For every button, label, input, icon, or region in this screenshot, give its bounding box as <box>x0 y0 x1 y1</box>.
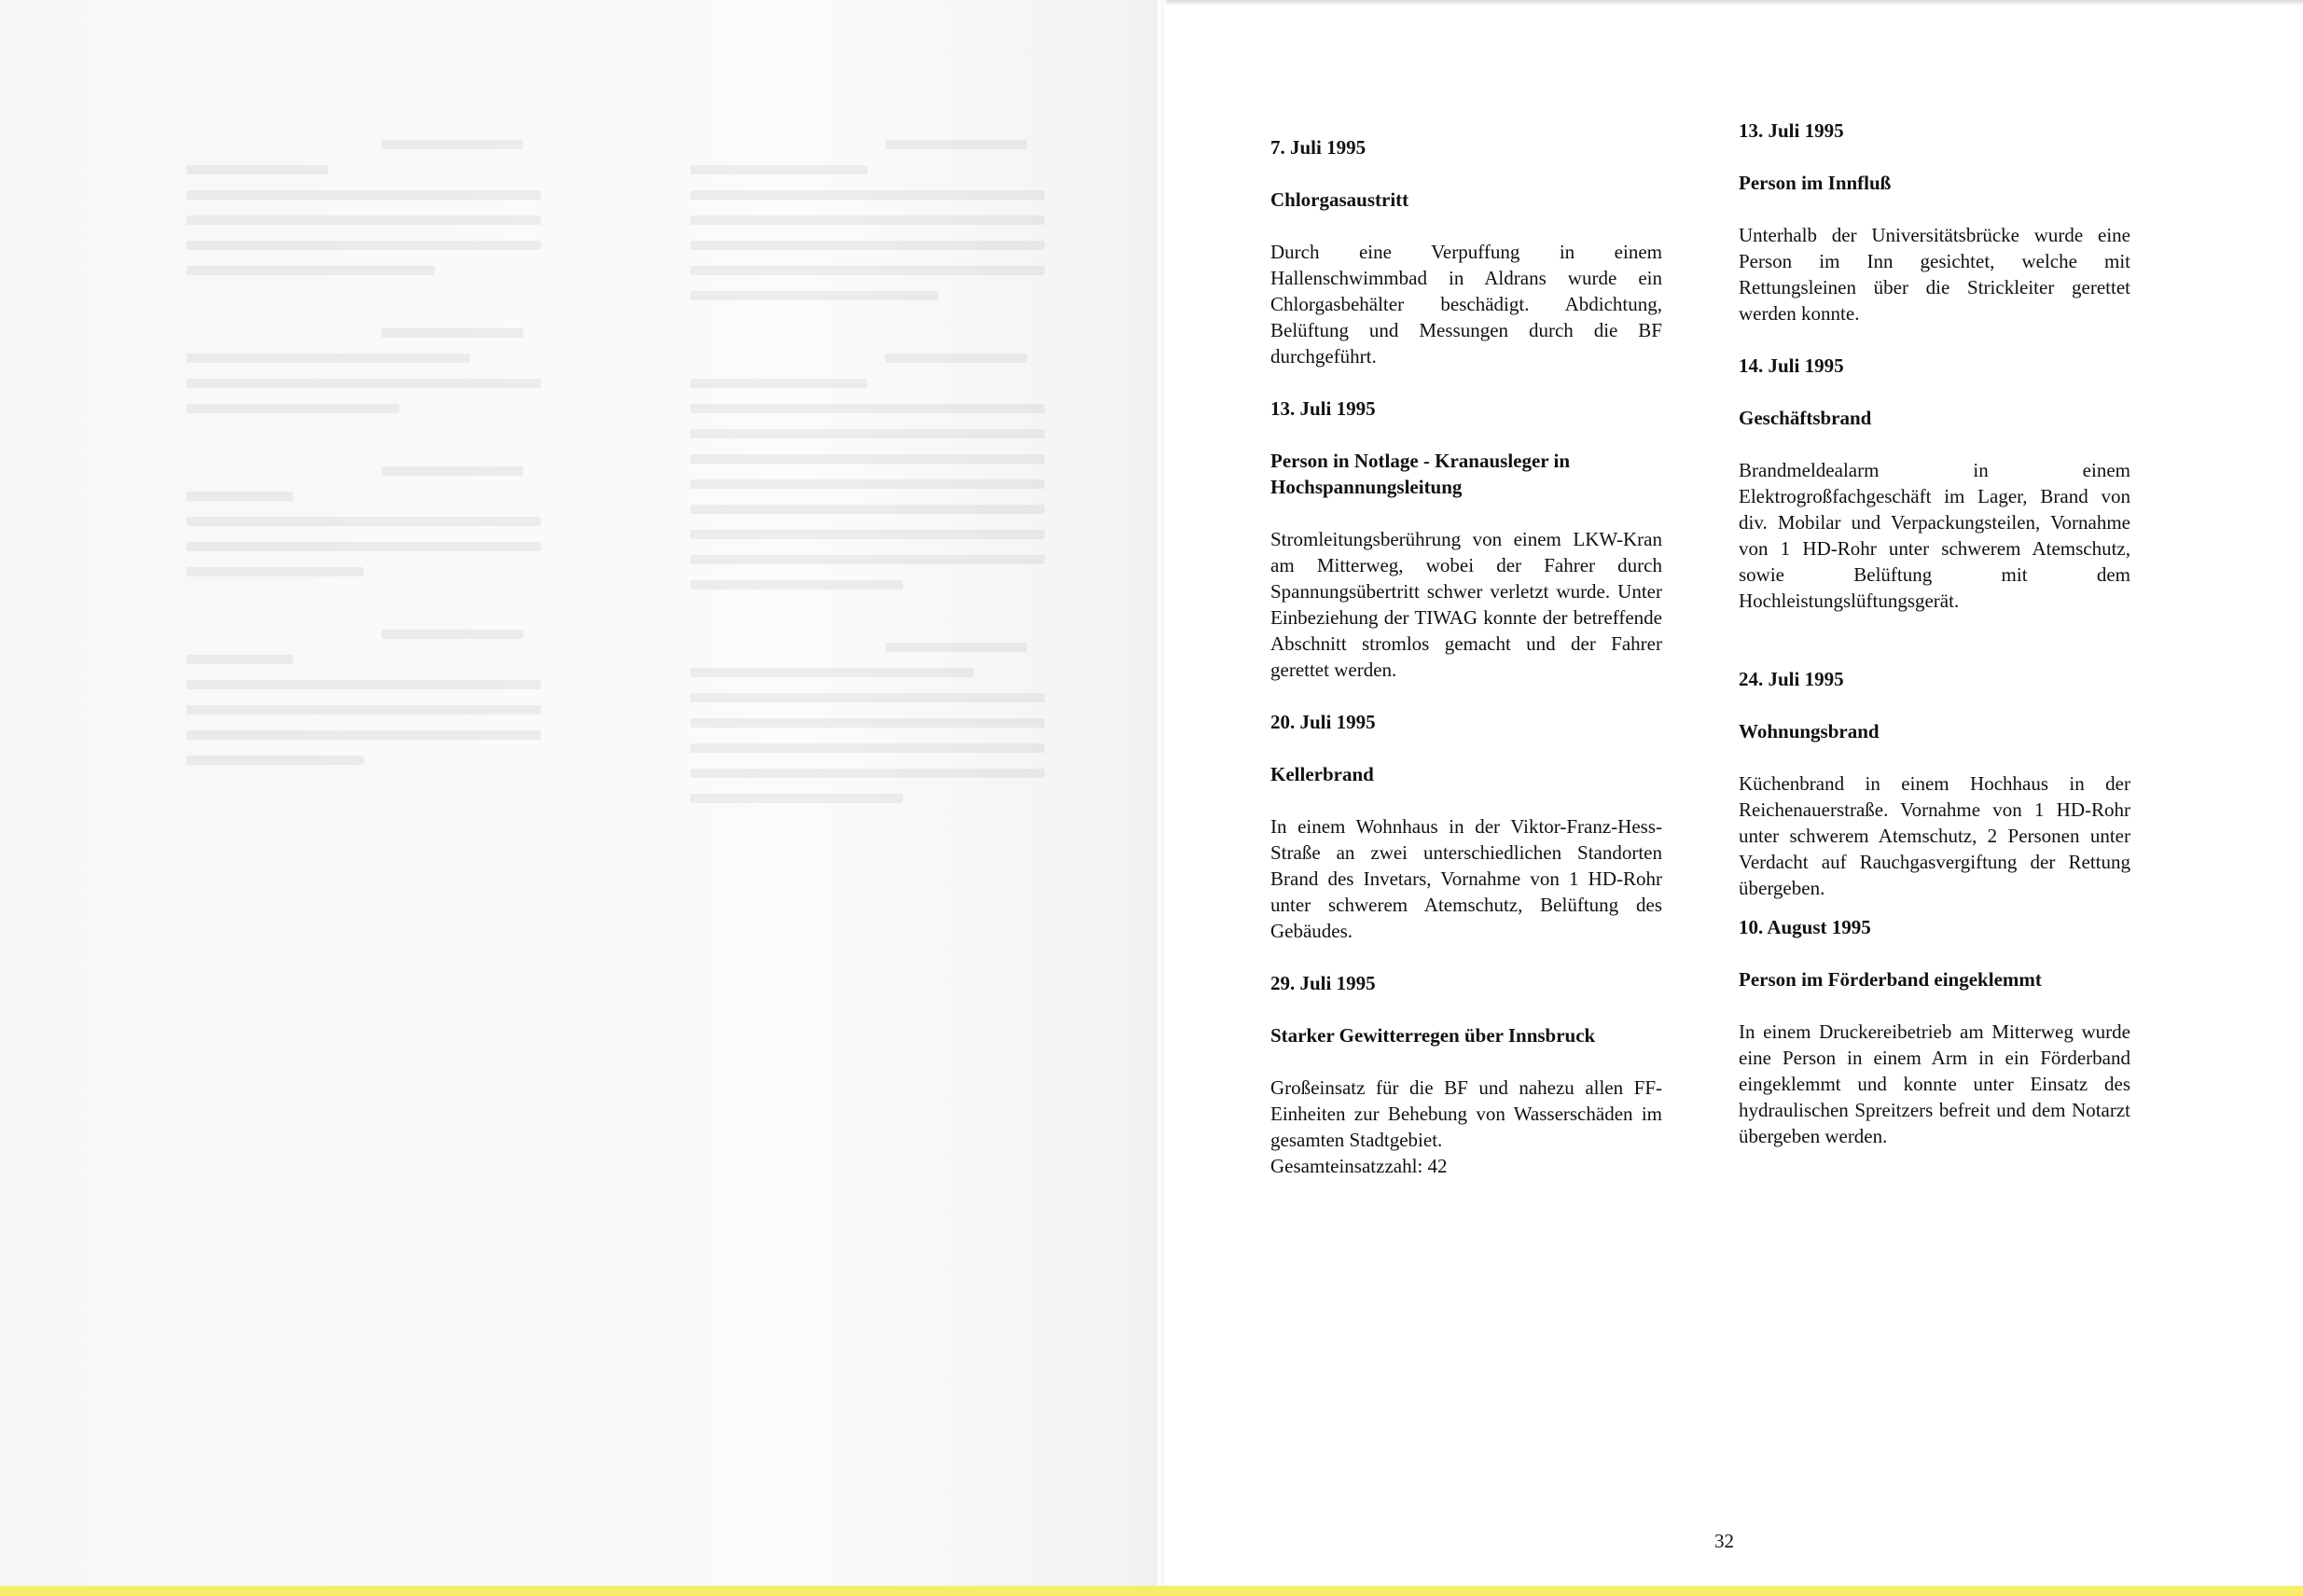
entry-foerderband <box>1739 914 2130 1149</box>
entry-geschaeftsbrand <box>1739 353 2130 614</box>
entry-date: 20. Juli 1995 <box>1270 711 1376 733</box>
left-column <box>1270 134 1662 1179</box>
entry-title: Wohnungsbrand <box>1739 720 1880 742</box>
entry-date: 24. Juli 1995 <box>1739 668 1844 690</box>
entry-title: Chlorgasaustritt <box>1270 188 1409 211</box>
entry-title: Starker Gewitterregen über Innsbruck <box>1270 1024 1596 1047</box>
entry-wohnungsbrand <box>1739 666 2130 901</box>
entry-date: 13. Juli 1995 <box>1739 119 1844 142</box>
entry-kellerbrand <box>1270 709 1662 944</box>
entry-title: Person im Innfluß <box>1739 172 1892 194</box>
entry-body: In einem Wohnhaus in der Viktor-Franz-Hess-Straße an zwei unterschiedlichen Standorten Brand des Invetars, Vornahme von 1 HD-Rohr unter schwerem Atemschutz, Belüftung des Gebäudes. <box>1270 815 1662 942</box>
entry-person-im-innfluss <box>1739 118 2130 326</box>
page-number: 32 <box>1714 1530 1734 1552</box>
entry-body: Stromleitungsberührung von einem LKW-Kran am Mitterweg, wobei der Fahrer durch Spannungsübertritt schwer verletzt wurde. Unter Einbeziehung der TIWAG konnte der betreffende Abschnitt stromlos gemacht und der Fahrer gerettet werden. <box>1270 528 1662 681</box>
entry-date: 13. Juli 1995 <box>1270 397 1376 420</box>
right-column <box>1739 118 2130 1175</box>
entry-date: 7. Juli 1995 <box>1270 136 1367 159</box>
entry-date: 10. August 1995 <box>1739 916 1871 938</box>
entry-date: 29. Juli 1995 <box>1270 972 1376 994</box>
entry-title: Kellerbrand <box>1270 763 1374 785</box>
entry-title: Person in Notlage - Kranausleger in Hochspannungsleitung <box>1270 450 1571 498</box>
entry-chlorgasaustritt <box>1270 134 1662 369</box>
entry-total-count: Gesamteinsatzzahl: 42 <box>1270 1155 1448 1177</box>
bleed-through-text <box>690 140 1045 819</box>
entry-kranausleger <box>1270 396 1662 683</box>
scan-edge-strip <box>0 1586 2303 1596</box>
page-edge-shadow <box>1166 0 2303 6</box>
entry-body: Küchenbrand in einem Hochhaus in der Reichenauerstraße. Vornahme von 1 HD-Rohr unter schwerem Atemschutz, 2 Personen unter Verdacht auf Rauchgasvergiftung der Rettung übergeben. <box>1739 772 2130 899</box>
entry-body: Unterhalb der Universitätsbrücke wurde eine Person im Inn gesichtet, welche mit Rettungsleinen über die Strickleiter gerettet werden konnte. <box>1739 224 2130 325</box>
entry-body: Durch eine Verpuffung in einem Hallenschwimmbad in Aldrans wurde ein Chlorgasbehälter beschädigt. Abdichtung, Belüftung und Messungen durch die BF durchgeführt. <box>1270 241 1662 368</box>
bleed-through-text <box>187 140 541 781</box>
entry-gewitterregen <box>1270 970 1662 1179</box>
left-page <box>0 0 1157 1586</box>
entry-body: In einem Druckereibetrieb am Mitterweg wurde eine Person in einem Arm in ein Förderband eingeklemmt und konnte unter Einsatz des hydraulischen Spreitzers befreit und dem Notarzt übergeben werden. <box>1739 1020 2130 1147</box>
entry-body: Brandmeldealarm in einem Elektrogroßfachgeschäft im Lager, Brand von div. Mobilar und Verpackungsteilen, Vornahme von 1 HD-Rohr unter schwerem Atemschutz, sowie Belüftung mit dem Hochleistungslüftungsgerät. <box>1739 459 2130 612</box>
page-gutter <box>1155 0 1164 1586</box>
entry-title: Person im Förderband eingeklemmt <box>1739 968 2042 991</box>
entry-date: 14. Juli 1995 <box>1739 354 1844 377</box>
entry-title: Geschäftsbrand <box>1739 407 1872 429</box>
entry-body: Großeinsatz für die BF und nahezu allen FF-Einheiten zur Behebung von Wasserschäden im gesamten Stadtgebiet. <box>1270 1076 1662 1151</box>
